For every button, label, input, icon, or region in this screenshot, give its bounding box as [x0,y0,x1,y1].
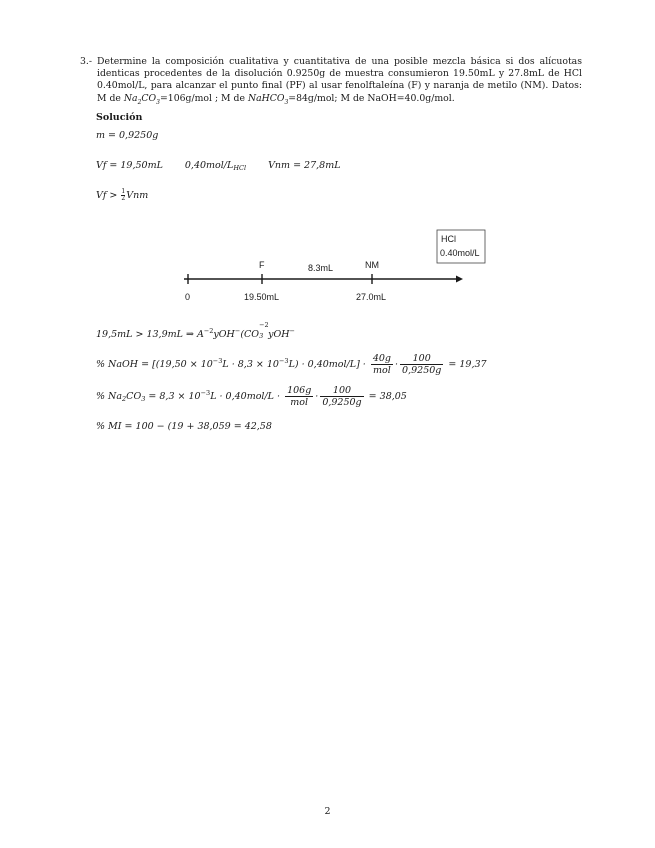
naoh-result: = 19,37 [448,359,487,370]
vnm-value: Vnm = 27,8mL [268,160,341,171]
molar-mass-na2co3: =106g/mol ; M de [160,92,248,104]
hcl-concentration: $0,40mol/L_{HCl}$ [184,160,247,172]
tick-label-0: 0 [185,292,191,302]
na2co3-fraction-percent: $\frac{100}{0,9250g}$ [322,385,362,408]
tick-label-1: 19.50mL [244,292,280,302]
titration-diagram [175,226,495,308]
label-gap: 8.3mL [308,263,334,273]
problem-body: Determine la composición cualitativa y cuantitativa de una posible mezcla básica si dos alícuotas identicas procedentes de la disolución 0.9250g de muestra consumieron 19.50mL y 27.8mL de HCl 0.40mol/L, para alcanzar el punto final (PF) al usar fenolftaleína (F) y naranja de metilo (NM). Datos: M de [97,56,582,104]
hcl-label-line1: HCl [441,234,456,244]
axis-arrowhead [456,276,463,283]
formula-nahco3: NaHCO$_3$ [247,92,289,106]
problem-text [97,56,582,109]
deduction-line: 19,5mL > 13,9mL ⇒ $A^{-2}yOH^-(CO$ −2 3 yOH− [96,321,295,340]
solution-heading: Solución [96,112,143,123]
label-f: F [259,260,265,270]
volumes-line [96,160,341,172]
na2co3-result: = 38,05 [368,391,407,402]
naoh-fraction-percent: $\frac{100}{0,9250g}$ [402,353,442,376]
sample-mass: m = 0,9250g [96,130,159,141]
naoh-fraction-molar: $\frac{40g}{\text{mol}}$ [372,353,392,376]
formula-na2co3: $Na_2CO_3$ [123,92,160,106]
molar-mass-rest: =84g/mol; M de NaOH=40.0g/mol. [288,92,455,104]
problem-number: 3.- [80,56,93,67]
na2co3-fraction-molar: $\frac{106g}{\text{mol}}$ [287,385,312,408]
naoh-percentage: % NaOH = $[(19,50 \times 10^{-3}L \cdot 8,3 \times 10^{-3}L) \cdot 0,40mol/L]$ · $\frac{40g}{\text{mol}}$ · $\frac{100}{0,9250g}$ = 19,37 [96,353,487,376]
label-nm: NM [365,260,379,270]
page-number: 2 [324,806,331,817]
hcl-label-line2: 0.40mol/L [440,248,480,258]
vf-value: Vf = 19,50mL [96,160,163,171]
half-fraction: $\frac{1}{2}$ [121,188,126,202]
mi-percentage: % MI = 100 − (19 + 38,059 = 42,58 [96,421,272,432]
problem-statement [80,56,582,109]
na2co3-percentage: % $Na_2CO_3 = 8,3 \times 10^{-3}L \cdot 0,40mol/L$ · $\frac{106g}{\text{mol}}$ · $\frac{100}{0,9250g}$ = 38,05 [96,385,407,408]
volume-inequality: Vf > $\frac{1}{2}$ Vnm [96,188,149,202]
tick-label-2: 27.0mL [356,292,387,302]
